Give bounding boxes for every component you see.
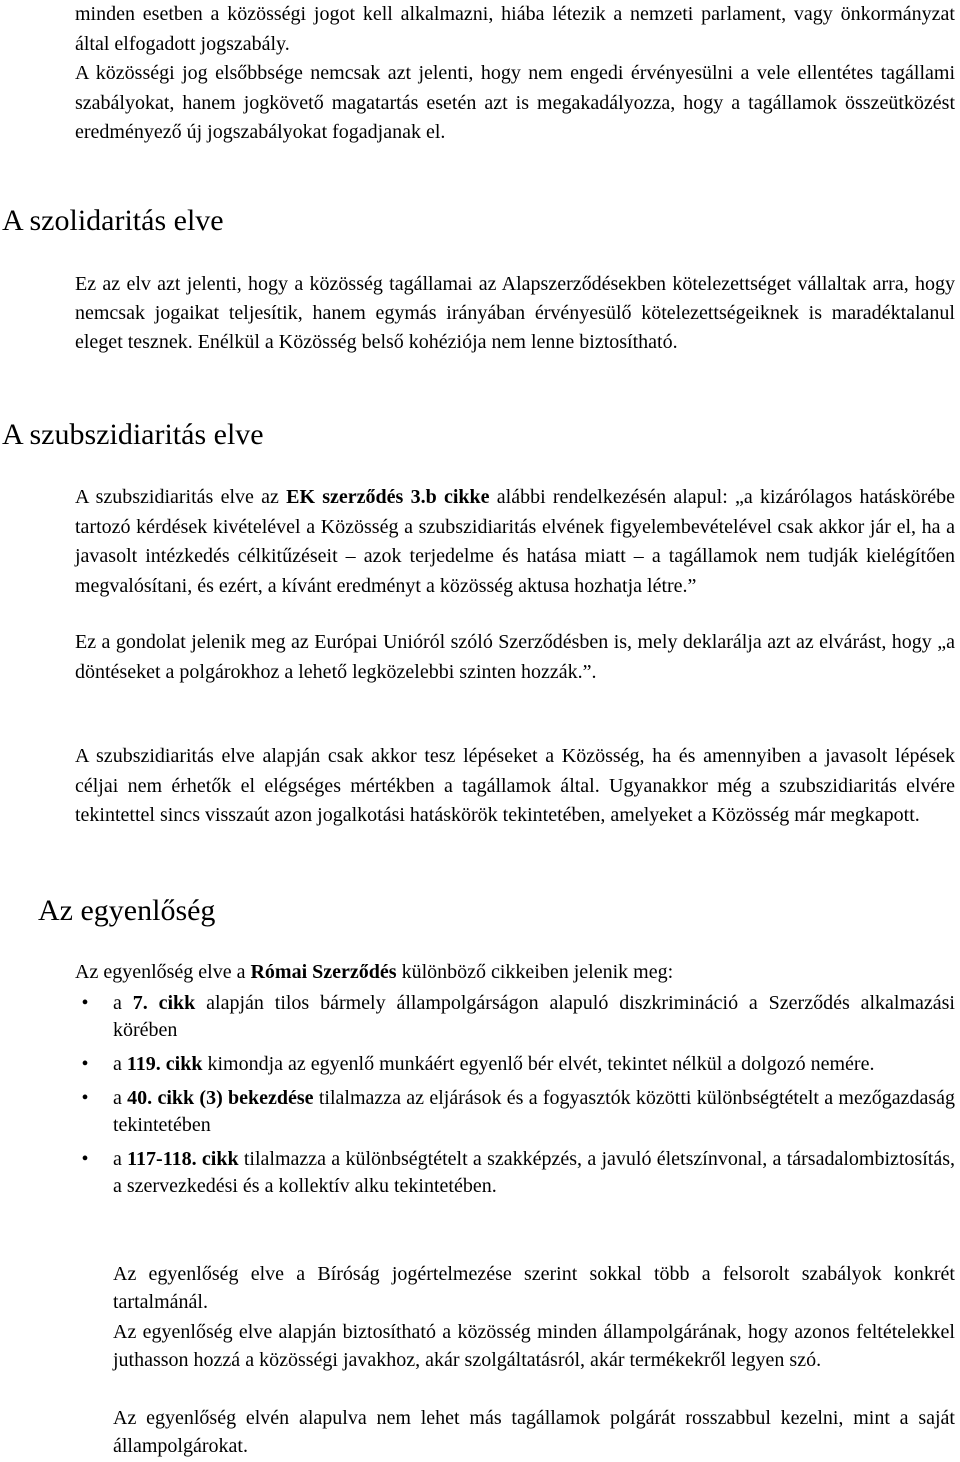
item-article: 119. cikk [126, 1053, 203, 1075]
subsidiarity-paragraph-1 [75, 483, 955, 601]
item-pre: a [113, 1087, 128, 1109]
item-text: alapján tilos bármely állampolgárságon alapuló diszkrimináció a Szerződés alkalmazási körében [113, 992, 955, 1041]
equality-paragraph-1: Az egyenlőség elve a Bíróság jogértelmezése szerint sokkal több a felsorolt szabályok konkrét tartalmánál. [113, 1263, 955, 1313]
subsidiarity-p1-pre: A szubszidiaritás elve az [75, 486, 287, 508]
subsidiarity-p1-bold: EK szerződés 3.b cikke [286, 486, 490, 508]
item-pre: a [113, 1053, 127, 1075]
item-pre: a [113, 992, 133, 1014]
heading-subsidiarity: A szubszidiaritás elve [2, 418, 264, 451]
intro-paragraph-1: minden esetben a közösségi jogot kell alkalmazni, hiába létezik a nemzeti parlament, vagy önkormányzat által elfogadott jogszabály. [75, 3, 955, 55]
list-item [75, 1085, 955, 1139]
solidarity-paragraph: Ez az elv azt jelenti, hogy a közösség tagállamai az Alapszerződésekben kötelezettséget vállaltak arra, hogy nemcsak jogaikat teljesítik, hanem egymás irányában érvényesülő kötelezettségeiknek is maradéktalanul eleget tesznek. Enélkül a Közösség belső kohéziója nem lenne biztosítható. [75, 273, 955, 353]
item-text: kimondja az egyenlő munkáért egyenlő bér elvét, tekintet nélkül a dolgozó nemére. [202, 1053, 875, 1075]
equality-article-list [75, 990, 955, 1207]
equality-intro-post: különböző cikkeiben jelenik meg: [396, 961, 674, 983]
subsidiarity-p1-post: alábbi rendelkezésén alapul: „a kizárólagos hatáskörébe tartozó kérdések kivételével a Közösség a szubszidiaritás elvének figyelembevételével csak akkor jár el, ha a javasolt intézkedés célkitűzéseit – azok terjedelme és hatása miatt – a tagállamok nem tudják kielégítően megvalósítani, és ezért, a kívánt eredményt a közösség aktusa hozhatja létre.” [75, 486, 955, 597]
item-article: 40. cikk (3) bekezdése [127, 1087, 314, 1109]
bullet-icon: • [81, 1148, 89, 1170]
subsidiarity-paragraph-2: Ez a gondolat jelenik meg az Európai Unióról szóló Szerződésben is, mely deklarálja azt az elvárást, hogy „a döntéseket a polgárokhoz a lehető legközelebbi szinten hozzák.”. [75, 631, 955, 683]
equality-intro-pre: Az egyenlőség elve a [75, 961, 251, 983]
equality-paragraph-3: Az egyenlőség elvén alapulva nem lehet más tagállamok polgárát rosszabbul kezelni, mint a saját állampolgárokat. [113, 1407, 955, 1457]
list-item [75, 1051, 955, 1078]
item-text: tilalmazza a különbségtételt a szakképzés, a javuló életszínvonal, a társadalombiztosítás, a szervezkedési és a kollektív alku tekintetében. [113, 1148, 955, 1197]
bullet-icon: • [81, 1087, 89, 1109]
heading-solidarity: A szolidaritás elve [2, 204, 224, 237]
list-item [75, 1146, 955, 1200]
intro-paragraph-2: A közösségi jog elsőbbsége nemcsak azt jelenti, hogy nem engedi érvényesülni a vele ellentétes tagállami szabályokat, hanem jogkövető magatartás esetén azt is megakadályozza, hogy a tagállamok összeütközést eredményező új jogszabályokat fogadjanak el. [75, 62, 955, 143]
item-article: 7. cikk [132, 992, 196, 1014]
subsidiarity-paragraph-3: A szubszidiaritás elve alapján csak akkor tesz lépéseket a Közösség, ha és amennyiben a javasolt lépések céljai nem érhetők el elégséges mértékben a tagállamok által. Ugyanakkor még a szubszidiaritás elvére tekintettel sincs visszaút azon jogalkotási hatáskörök tekintetében, amelyeket a Közösség már megkapott. [75, 745, 955, 827]
item-pre: a [113, 1148, 128, 1170]
heading-equality: Az egyenlőség [38, 894, 216, 927]
equality-intro [75, 958, 955, 986]
bullet-icon: • [81, 1053, 89, 1075]
equality-intro-bold: Római Szerződés [250, 961, 397, 983]
equality-paragraph-2: Az egyenlőség elve alapján biztosítható a közösség minden állampolgárának, hogy azonos feltételekkel juthasson hozzá a közösségi javakhoz, akár szolgáltatásról, akár termékekről legyen szó. [113, 1321, 955, 1371]
list-item [75, 990, 955, 1044]
bullet-icon: • [81, 992, 89, 1014]
item-text: tilalmazza az eljárások és a fogyasztók közötti különbségtételt a mezőgazdaság tekintetében [113, 1087, 955, 1136]
item-article: 117-118. cikk [127, 1148, 239, 1170]
